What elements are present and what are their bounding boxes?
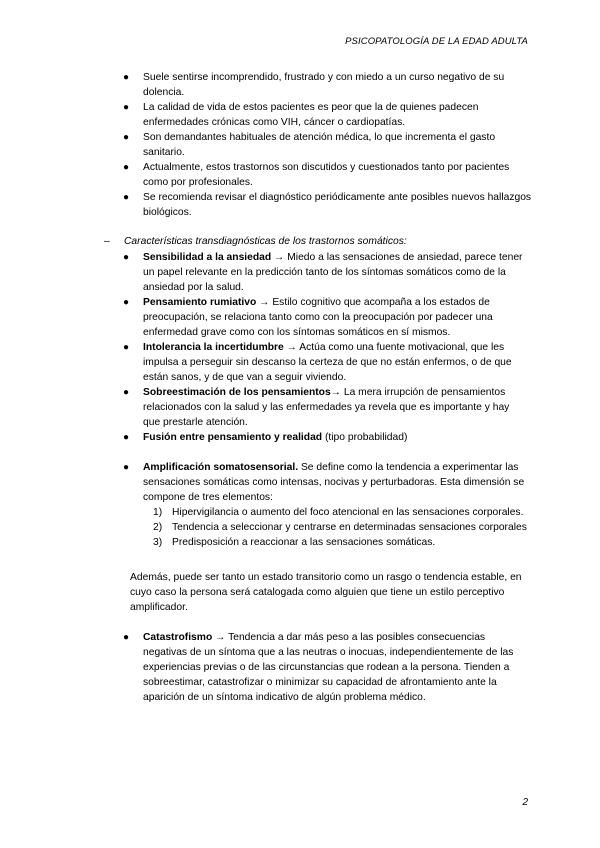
numbered-list [153,505,528,550]
list-item: ● Sobreestimación de los pensamientos→ La mera irrupción de pensamientos relacionados con la salud y las enfermedades ya revela que es importante y hay que prestarle atención. [123,387,510,428]
bullet-icon: ● [123,342,130,353]
list-item: ● La calidad de vida de estos pacientes es peor que la de quienes padecen enfermedades crónicas como VIH, cáncer o cardiopatías. [123,102,479,128]
bullet-icon: ● [123,162,130,173]
page-header: PSICOPATOLOGÍA DE LA EDAD ADULTA [345,36,528,47]
bullet-list-top [123,70,533,220]
numbered-item: 1) Hipervigilancia o aumento del foco atencional en las sensaciones corporales. [153,507,524,518]
page-number: 2 [522,797,528,808]
bullet-icon: ● [123,387,130,398]
numbered-item: 2) Tendencia a seleccionar y centrarse en determinadas sensaciones corporales [153,522,527,533]
paragraph: Además, puede ser tanto un estado transitorio como un rasgo o tendencia estable, en cuyo caso la persona será catalogada como alguien que tiene un estilo perceptivo amplificador. [130,572,522,613]
list-item: ● Pensamiento rumiativo → Estilo cognitivo que acompaña a los estados de preocupación, se relaciona tanto como con la preocupación por padecer una enfermedad grave como con los síntomas somáticos en sí mismos. [123,297,493,338]
bullet-icon: ● [123,432,130,443]
section-title: Características transdiagnósticas de los trastornos somáticos: [124,236,407,247]
list-item: ● Intolerancia la incertidumbre → Actúa como una fuente motivacional, que les impulsa a perseguir sin descanso la certeza de que no están enfermos, o de que están sanos, y de que van a seguir viviendo. [123,342,512,383]
list-item: ● Catastrofismo → Tendencia a dar más peso a las posibles consecuencias negativas de un síntoma que a las neutras o inocuas, independientemente de las experiencias previas o de las circunstancias que rodean a la persona. Tienden a sobreestimar, catastrofizar o minimizar su capacidad de afrontamiento ante la aparición de un síntoma indicativo de algún problema médico. [123,632,514,703]
bullet-icon: ● [123,297,130,308]
bullet-icon: ● [123,252,130,263]
catastrofismo-list [123,630,528,705]
list-item: ● Sensibilidad a la ansiedad → Miedo a las sensaciones de ansiedad, parece tener un papel relevante en la predicción tanto de los síntomas somáticos como de la ansiedad por la salud. [123,252,523,293]
bullet-icon: ● [123,632,130,643]
list-item: ● Amplificación somatosensorial. Se define como la tendencia a experimentar las sensaciones somáticas como intensas, nocivas y perturbadoras. Esta dimensión se compone de tres elementos: [123,462,525,503]
bullet-icon: ● [123,102,130,113]
bullet-icon: ● [123,192,130,203]
bullet-icon: ● [123,132,130,143]
numbered-item: 3) Predisposición a reaccionar a las sensaciones somáticas. [153,537,436,548]
list-item: ● Son demandantes habituales de atención médica, lo que incrementa el gasto sanitario. [123,132,496,158]
bullet-icon: ● [123,72,130,83]
dash-marker: – [104,236,110,247]
list-item: ● Fusión entre pensamiento y realidad (tipo probabilidad) [123,432,408,443]
feature-list [123,250,528,550]
list-item: ● Suele sentirse incomprendido, frustrado y con miedo a un curso negativo de su dolencia. [123,72,505,98]
bullet-icon: ● [123,462,130,473]
list-item: ● Se recomienda revisar el diagnóstico periódicamente ante posibles nuevos hallazgos biológicos. [123,192,532,218]
spacer [143,445,528,460]
list-item: ● Actualmente, estos trastornos son discutidos y cuestionados tanto por pacientes como por profesionales. [123,162,510,188]
